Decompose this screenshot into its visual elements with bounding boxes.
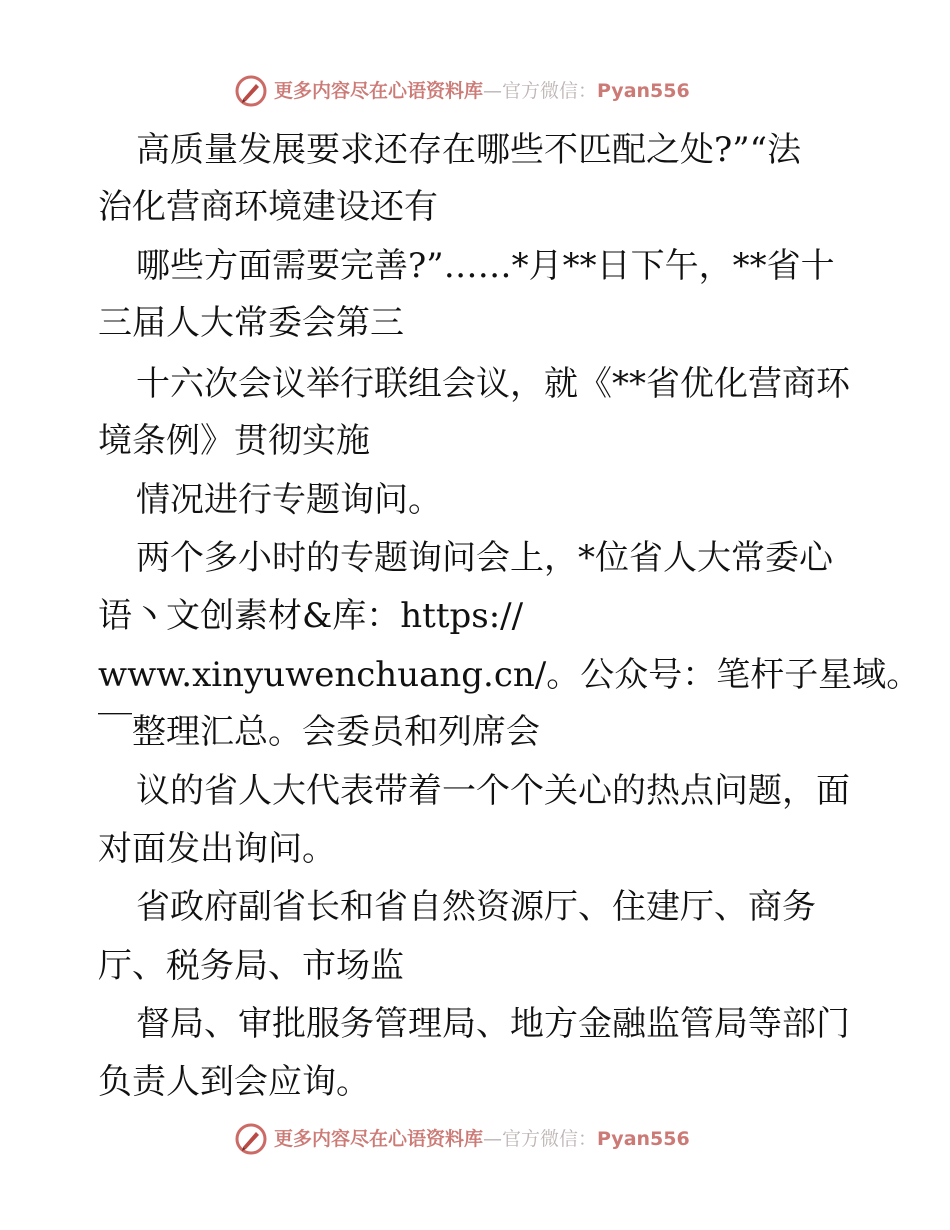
banner-separator: — bbox=[483, 1128, 503, 1150]
text-line: 两个多小时的专题询问会上，*位省人大常委心 bbox=[136, 538, 833, 578]
banner-caption bbox=[274, 1126, 690, 1152]
text-line: 对面发出询问。 bbox=[98, 829, 336, 869]
banner-wechat-label: 官方微信： bbox=[502, 80, 598, 102]
banner-wechat-id: Pyan556 bbox=[597, 1128, 690, 1150]
banner-brand: 更多内容尽在心语资料库 bbox=[274, 1128, 484, 1150]
text-line: 十六次会议举行联组会议，就《**省优化营商环 bbox=[136, 364, 850, 404]
text-line: 高质量发展要求还存在哪些不匹配之处?”“法 bbox=[136, 130, 801, 170]
banner-caption bbox=[274, 78, 690, 104]
text-line: 治化营商环境建设还有 bbox=[98, 187, 438, 227]
text-line: 境条例》贯彻实施 bbox=[98, 421, 370, 461]
text-line: ￣整理汇总。会委员和列席会 bbox=[98, 712, 540, 752]
banner-wechat-label: 官方微信： bbox=[502, 1128, 598, 1150]
text-line: 三届人大常委会第三 bbox=[98, 303, 404, 343]
banner-wechat-id: Pyan556 bbox=[597, 80, 690, 102]
text-line: 督局、审批服务管理局、地方金融监管局等部门 bbox=[136, 1004, 850, 1044]
text-line: 哪些方面需要完善?”……*月**日下午，**省十 bbox=[136, 246, 835, 286]
text-line: www.xinyuwenchuang.cn/。公众号：笔杆子星域。 bbox=[98, 655, 921, 695]
text-line: 情况进行专题询问。 bbox=[136, 480, 442, 520]
banner-separator: — bbox=[483, 80, 503, 102]
text-line: 厅、税务局、市场监 bbox=[98, 946, 404, 986]
footer-banner bbox=[0, 1120, 950, 1160]
banner-brand: 更多内容尽在心语资料库 bbox=[274, 80, 484, 102]
text-line: 语丶文创素材&库：https:// bbox=[98, 596, 524, 636]
pen-logo-icon bbox=[234, 1122, 268, 1156]
header-banner bbox=[0, 72, 950, 112]
text-line: 议的省人大代表带着一个个关心的热点问题，面 bbox=[136, 771, 850, 811]
pen-logo-icon bbox=[234, 74, 268, 108]
text-line: 负责人到会应询。 bbox=[98, 1062, 370, 1102]
text-line: 省政府副省长和省自然资源厅、住建厅、商务 bbox=[136, 887, 816, 927]
